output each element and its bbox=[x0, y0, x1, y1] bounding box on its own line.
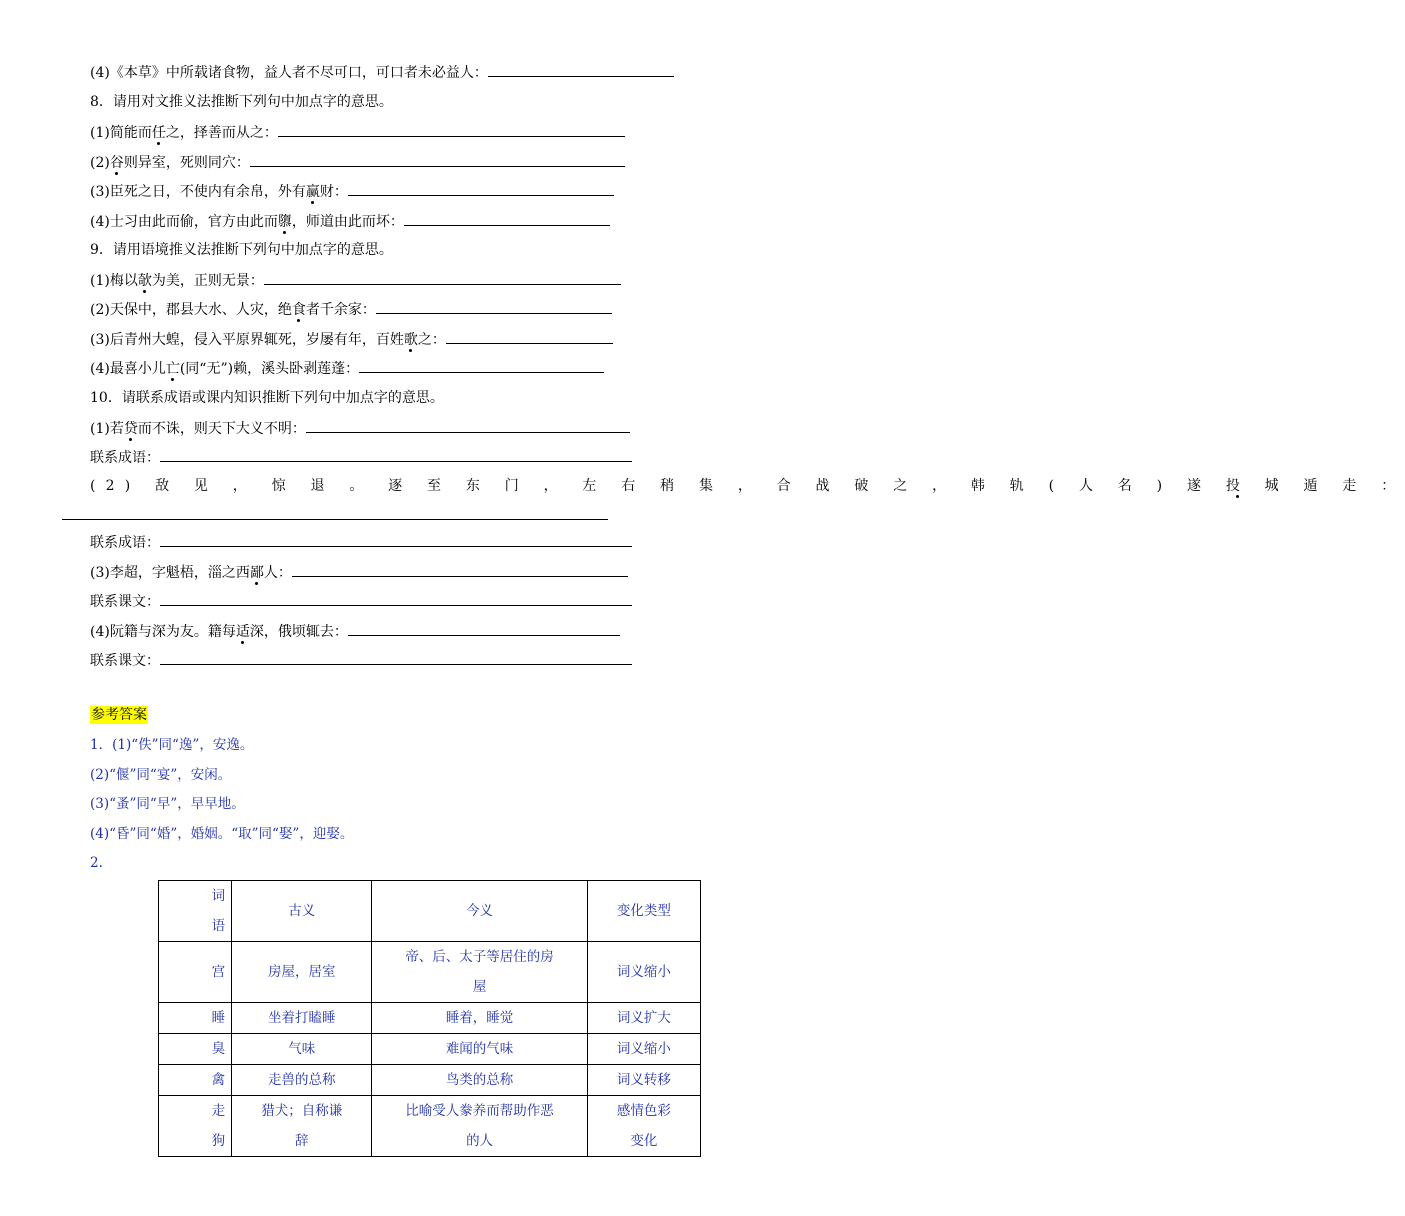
answer-blank[interactable] bbox=[264, 270, 621, 285]
q10-item-2: (2) 敌 见 ， 惊 退 。 逐 至 东 门 ， 左 右 稍 集 ， 合 战 破 之 ， 韩 轨 ( 人 名 ) 遂 投 城 遁 走 ： bbox=[90, 478, 1405, 494]
q10-item-4: (4)阮籍与深为友。籍每适深，俄顷辄去： bbox=[90, 621, 620, 642]
table-cell: 睡着，睡觉 bbox=[372, 1003, 587, 1034]
answer-blank[interactable] bbox=[359, 358, 604, 373]
dotted-char: 亡 bbox=[165, 361, 180, 377]
table-cell: 臭 bbox=[159, 1034, 232, 1065]
table-cell: 气味 bbox=[232, 1034, 372, 1065]
table-row bbox=[159, 1034, 701, 1065]
dotted-char: 谷 bbox=[109, 155, 124, 171]
table-cell: 词义缩小 bbox=[587, 942, 700, 1003]
dotted-char: 欹 bbox=[137, 273, 152, 289]
q10-item-3: (3)李超，字魁梧，淄之西鄙人： bbox=[90, 562, 628, 583]
answer-blank[interactable] bbox=[446, 329, 613, 344]
answer-blank[interactable] bbox=[160, 532, 632, 547]
answer-blank[interactable] bbox=[488, 62, 674, 77]
q9-heading: 9．请用语境推义法推断下列句中加点字的意思。 bbox=[90, 242, 393, 258]
dotted-char: 适 bbox=[235, 624, 250, 640]
answer-q2-label: 2. bbox=[90, 855, 103, 871]
table-cell: 感情色彩 变化 bbox=[587, 1096, 700, 1157]
q10-heading: 10．请联系成语或课内知识推断下列句中加点字的意思。 bbox=[90, 390, 444, 406]
table-header: 词 语 bbox=[159, 881, 232, 942]
q9-item-3: (3)后青州大蝗，侵入平原界辄死，岁屡有年，百姓歌之： bbox=[90, 329, 613, 350]
table-row bbox=[159, 1003, 701, 1034]
table-header: 古义 bbox=[232, 881, 372, 942]
q7-item-4 bbox=[90, 62, 674, 83]
answer-blank[interactable] bbox=[376, 299, 612, 314]
table-cell: 帝、后、太子等居住的房 屋 bbox=[372, 942, 587, 1003]
table-row bbox=[159, 1096, 701, 1157]
table-cell: 走 狗 bbox=[159, 1096, 232, 1157]
answer-blank[interactable] bbox=[348, 621, 620, 636]
answer-blank-full-line[interactable] bbox=[62, 519, 608, 520]
answer-line: (3)“蚤”同“早”，早早地。 bbox=[90, 796, 245, 812]
q8-item-2: (2)谷则异室，死则同穴： bbox=[90, 152, 625, 173]
answer-line: 1．(1)“佚”同“逸”，安逸。 bbox=[90, 737, 254, 753]
q9-item-2: (2)天保中，郡县大水、人灾，绝食者千余家： bbox=[90, 299, 612, 320]
answer-blank[interactable] bbox=[278, 122, 625, 137]
q10-link-1: 联系成语： bbox=[90, 447, 632, 468]
answer-blank[interactable] bbox=[160, 650, 632, 665]
q9-item-4: (4)最喜小儿亡(同“无”)赖，溪头卧剥莲蓬： bbox=[90, 358, 604, 379]
answer-blank[interactable] bbox=[348, 181, 614, 196]
q10-link-3: 联系课文： bbox=[90, 591, 632, 612]
answer-blank[interactable] bbox=[250, 152, 625, 167]
q9-item-1: (1)梅以欹为美，正则无景： bbox=[90, 270, 621, 291]
table-cell: 禽 bbox=[159, 1065, 232, 1096]
q8-heading: 8．请用对文推义法推断下列句中加点字的意思。 bbox=[90, 94, 393, 110]
q7-item-4-text: (4)《本草》中所载诸食物，益人者不尽可口，可口者未必益人： bbox=[90, 65, 488, 81]
table-cell: 难闻的气味 bbox=[372, 1034, 587, 1065]
table-header-row bbox=[159, 881, 701, 942]
table-row bbox=[159, 942, 701, 1003]
q8-item-4: (4)士习由此而偷，官方由此而隳，师道由此而坏： bbox=[90, 211, 610, 232]
table-cell: 词义转移 bbox=[587, 1065, 700, 1096]
dotted-char: 食 bbox=[291, 302, 306, 318]
table-cell: 词义扩大 bbox=[587, 1003, 700, 1034]
answer-blank[interactable] bbox=[292, 562, 628, 577]
dotted-char: 鄙 bbox=[249, 565, 264, 581]
answer-line: (4)“昏”同“婚”，婚姻。“取”同“娶”，迎娶。 bbox=[90, 826, 354, 842]
table-header: 今义 bbox=[372, 881, 587, 942]
table-cell: 猎犬；自称谦 辞 bbox=[232, 1096, 372, 1157]
dotted-char: 投 bbox=[1225, 478, 1251, 494]
dotted-char: 赢 bbox=[305, 184, 320, 200]
dotted-char: 歌 bbox=[403, 332, 418, 348]
table-cell: 宫 bbox=[159, 942, 232, 1003]
table-row bbox=[159, 1065, 701, 1096]
table-cell: 走兽的总称 bbox=[232, 1065, 372, 1096]
answers-heading: 参考答案 bbox=[91, 707, 147, 723]
dotted-char: 任 bbox=[151, 125, 166, 141]
q8-item-1: (1)简能而任之，择善而从之： bbox=[90, 122, 625, 143]
table-cell: 坐着打瞌睡 bbox=[232, 1003, 372, 1034]
q10-item-1: (1)若贷而不诛，则天下大义不明： bbox=[90, 418, 630, 439]
answer-line: (2)“偃”同“宴”，安闲。 bbox=[90, 767, 232, 783]
answer-blank[interactable] bbox=[160, 591, 632, 606]
answer-blank[interactable] bbox=[404, 211, 610, 226]
q10-link-4: 联系课文： bbox=[90, 650, 632, 671]
vocab-table bbox=[158, 880, 701, 1157]
dotted-char: 贷 bbox=[123, 421, 138, 437]
dotted-char: 隳 bbox=[277, 214, 292, 230]
answer-blank[interactable] bbox=[160, 447, 632, 462]
table-cell: 房屋，居室 bbox=[232, 942, 372, 1003]
table-cell: 睡 bbox=[159, 1003, 232, 1034]
table-header: 变化类型 bbox=[587, 881, 700, 942]
table-cell: 比喻受人豢养而帮助作恶 的人 bbox=[372, 1096, 587, 1157]
table-cell: 词义缩小 bbox=[587, 1034, 700, 1065]
answer-blank[interactable] bbox=[306, 418, 630, 433]
q8-item-3: (3)臣死之日，不使内有余帛，外有赢财： bbox=[90, 181, 614, 202]
table-cell: 鸟类的总称 bbox=[372, 1065, 587, 1096]
q10-link-2: 联系成语： bbox=[90, 532, 632, 553]
